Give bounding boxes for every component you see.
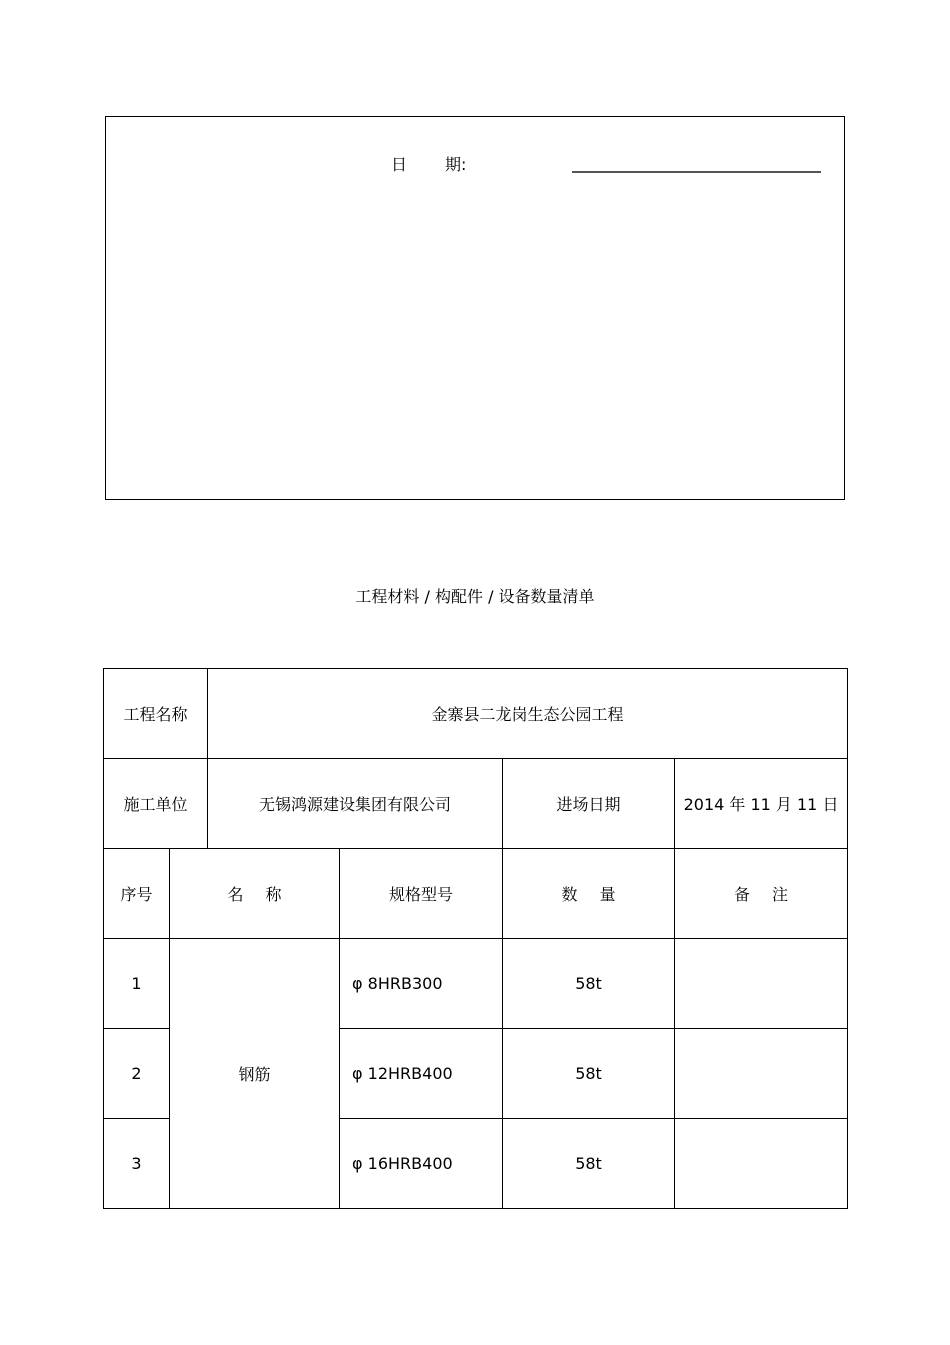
header-name-char2: 称 [265, 885, 282, 904]
row-quantity: 58t [503, 1029, 675, 1119]
table-header-row [104, 849, 848, 939]
row-quantity: 58t [503, 939, 675, 1029]
table-row-project [104, 669, 848, 759]
row-seq: 2 [104, 1029, 170, 1119]
project-name-value: 金寨县二龙岗生态公园工程 [208, 669, 848, 759]
document-title: 工程材料 / 构配件 / 设备数量清单 [355, 587, 595, 606]
header-remark [675, 849, 848, 939]
row-spec: φ 12HRB400 [340, 1029, 503, 1119]
signature-box [105, 116, 845, 500]
date-label-char2: 期: [445, 155, 467, 174]
material-name: 钢筋 [170, 939, 340, 1209]
entry-date-label: 进场日期 [503, 759, 675, 849]
row-spec: φ 16HRB400 [340, 1119, 503, 1209]
header-seq: 序号 [104, 849, 170, 939]
table-row-contractor [104, 759, 848, 849]
row-quantity: 58t [503, 1119, 675, 1209]
table-row [104, 939, 848, 1029]
material-quantity-table [103, 668, 848, 1209]
date-label-char1: 日 [391, 155, 408, 174]
row-seq: 1 [104, 939, 170, 1029]
header-remark-char2: 注 [772, 885, 789, 904]
header-name-char1: 名 [227, 885, 244, 904]
header-quantity [503, 849, 675, 939]
header-quantity-char2: 量 [599, 885, 616, 904]
row-remark [675, 1029, 848, 1119]
row-seq: 3 [104, 1119, 170, 1209]
row-remark [675, 1119, 848, 1209]
date-fill-line [572, 171, 821, 173]
header-quantity-char1: 数 [561, 885, 578, 904]
header-spec: 规格型号 [340, 849, 503, 939]
row-remark [675, 939, 848, 1029]
row-spec: φ 8HRB300 [340, 939, 503, 1029]
contractor-value: 无锡鸿源建设集团有限公司 [208, 759, 503, 849]
entry-date-value: 2014 年 11 月 11 日 [675, 759, 848, 849]
contractor-label: 施工单位 [104, 759, 208, 849]
project-name-label: 工程名称 [104, 669, 208, 759]
header-name [170, 849, 340, 939]
date-label [391, 152, 466, 175]
header-remark-char1: 备 [734, 885, 751, 904]
